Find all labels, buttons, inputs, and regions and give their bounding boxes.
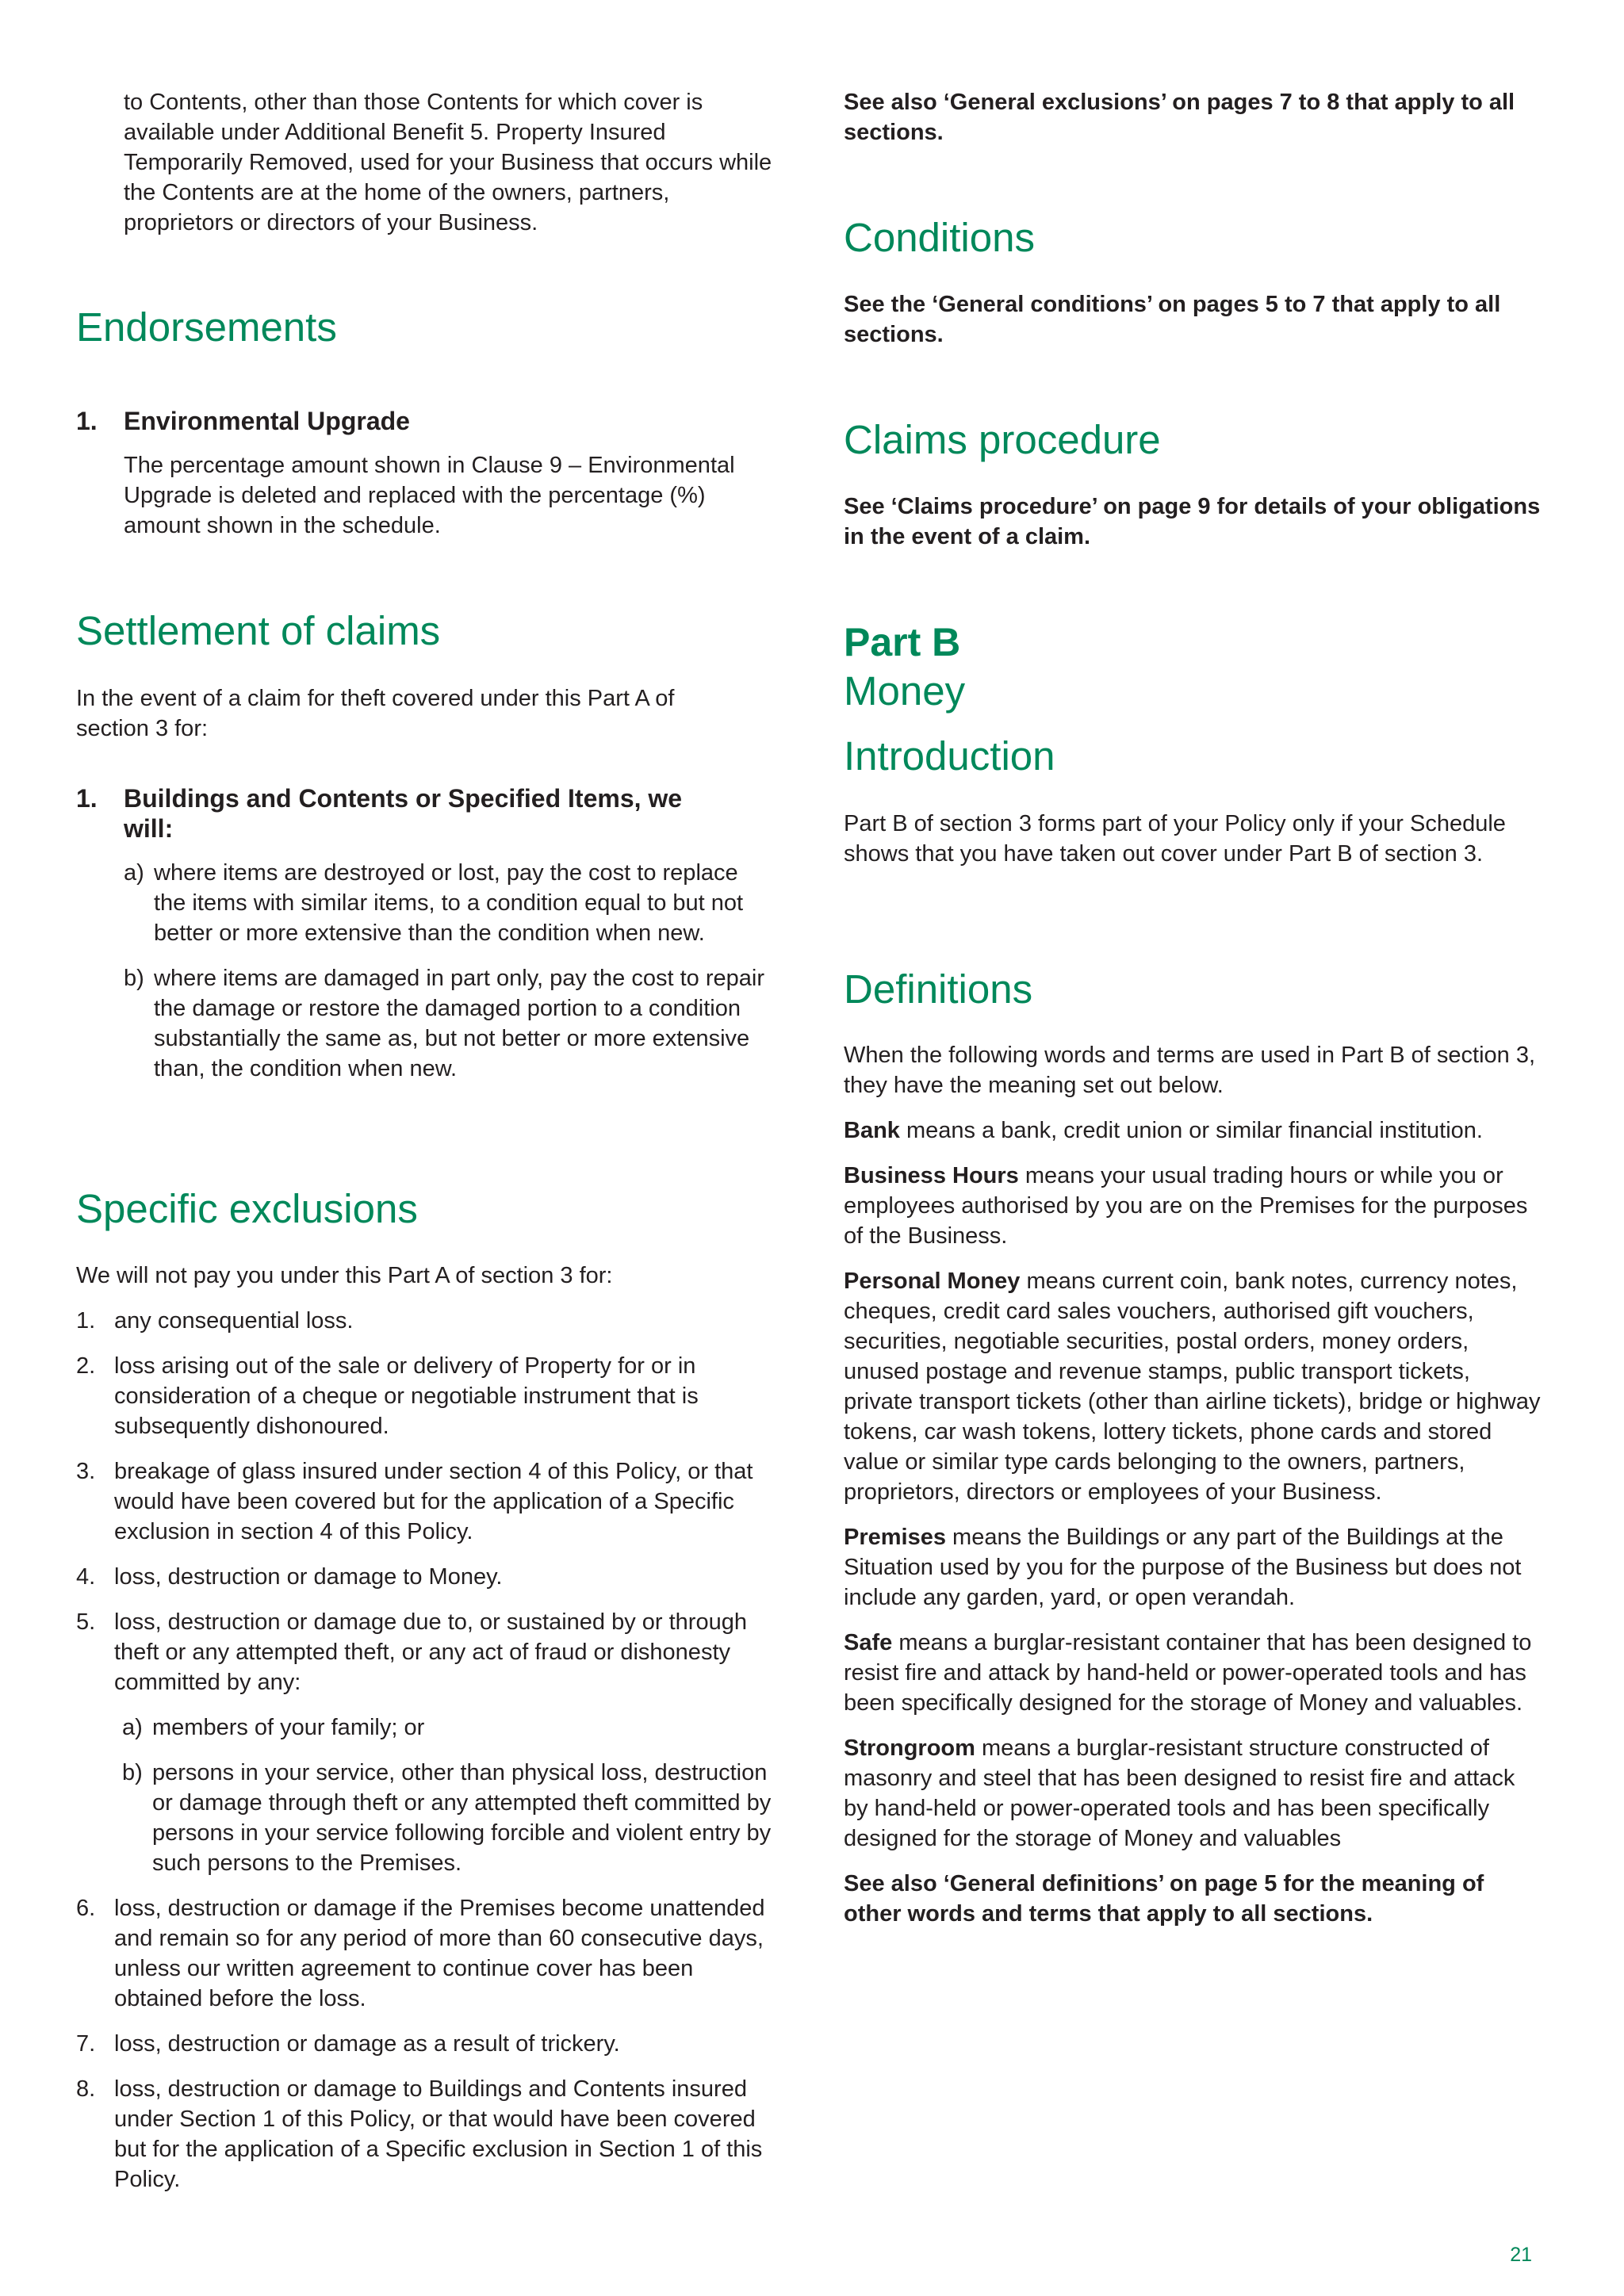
definitions-heading: Definitions	[844, 966, 1033, 1012]
definition-strongroom: Strongroom means a burglar-resistant structure constructed of masonry and steel that has been designed to resist fire and attack by hand-held or power-operated tools and has been specifically designed for the storage of Money and valuables	[844, 1735, 1515, 1851]
endorsements-heading: Endorsements	[76, 304, 337, 350]
list-item: 8. loss, destruction or damage to Buildings and Contents insured under Section 1 of this Policy, or that would have been covered but for the application of a Specific exclusion in Section 1 of this Policy.	[76, 2076, 763, 2192]
list-item: b) where items are damaged in part only, pay the cost to repair the damage or restore the damaged portion to a condition substantially the same as, but not better or more extensive than, the condition when new.	[124, 966, 764, 1081]
list-item: 1. any consequential loss.	[76, 1308, 354, 1334]
endorsement-item	[76, 406, 774, 541]
claims-block	[844, 492, 1542, 552]
settlement-item	[76, 783, 774, 1084]
introduction-block	[844, 809, 1542, 869]
exclusions-heading: Specific exclusions	[76, 1186, 418, 1231]
claims-heading: Claims procedure	[844, 417, 1161, 462]
settlement-number: 1.	[76, 784, 98, 813]
definition-safe: Safe means a burglar-resistant container that has been designed to resist fire and attack by hand-held or power-operated tools and has been specifically designed for the storage of Money and valuables.	[844, 1630, 1532, 1716]
definition-bank: Bank means a bank, credit union or similar financial institution.	[844, 1118, 1483, 1143]
conditions-heading: Conditions	[844, 215, 1035, 260]
list-item: a) where items are destroyed or lost, pay the cost to replace the items with similar items, to a condition equal to but not better or more extensive than the condition when new.	[124, 860, 744, 946]
settlement-intro-block	[76, 683, 679, 744]
introduction-text: Part B of section 3 forms part of your Policy only if your Schedule shows that you have taken out cover under Part B of section 3.	[844, 811, 1506, 867]
list-item: 6. loss, destruction or damage if the Premises become unattended and remain so for any period of more than 60 consecutive days, unless our written agreement to continue cover has been obtained before the loss.	[76, 1896, 765, 2011]
intro-paragraph: to Contents, other than those Contents for which cover is available under Additional Benefit 5. Property Insured Temporarily Removed, used for your Business that occurs while the Contents are at the home of the owners, partners, proprietors or directors of your Business.	[124, 90, 772, 235]
endorsement-title: Environmental Upgrade	[124, 407, 410, 435]
intro-paragraph-block	[124, 87, 774, 238]
page-number: 21	[1510, 2244, 1532, 2266]
list-item: b) persons in your service, other than physical loss, destruction or damage through theft or any attempted theft committed by persons in your service following forcible and violent entry by such persons to the Premises.	[122, 1760, 772, 1876]
exclusions-list	[76, 1306, 774, 2195]
definitions-block	[844, 1040, 1542, 1929]
list-item: 4. loss, destruction or damage to Money.	[76, 1564, 503, 1590]
conditions-block	[844, 289, 1542, 350]
definition-personal-money: Personal Money means current coin, bank notes, currency notes, cheques, credit card sales vouchers, authorised gift vouchers, securities, negotiable securities, postal orders, money orders, unused postage and revenue stamps, public transport tickets, private transport tickets (other than airline tickets), bridge or highway tokens, car wash tokens, lottery tickets, phone cards and stored value or similar type cards belonging to the owners, partners, proprietors, directors or employees of your Business.	[844, 1269, 1541, 1505]
settlement-intro: In the event of a claim for theft covered under this Part A of section 3 for:	[76, 686, 675, 741]
settlement-subitems	[124, 858, 774, 1084]
settlement-title: Buildings and Contents or Specified Items, we will:	[124, 784, 683, 843]
list-item: 7. loss, destruction or damage as a result of trickery.	[76, 2031, 620, 2057]
list-item: a) members of your family; or	[122, 1715, 425, 1740]
endorsement-number: 1.	[76, 407, 98, 435]
list-item: 2. loss arising out of the sale or delivery of Property for or in consideration of a cheque or negotiable instrument that is subsequently dishonoured.	[76, 1353, 699, 1439]
exclusions-intro: We will not pay you under this Part A of section 3 for:	[76, 1263, 613, 1288]
see-also-exclusions-block	[844, 87, 1542, 147]
part-b-label: Part B	[844, 620, 961, 664]
definition-premises: Premises means the Buildings or any part of the Buildings at the Situation used by you for the purpose of the Business but does not include any garden, yard, or open verandah.	[844, 1525, 1522, 1610]
endorsement-body: The percentage amount shown in Clause 9 – Environmental Upgrade is deleted and replaced with the percentage (%) amount shown in the schedule.	[124, 453, 735, 538]
definitions-intro: When the following words and terms are used in Part B of section 3, they have the meaning set out below.	[844, 1043, 1536, 1098]
list-item: 3. breakage of glass insured under section 4 of this Policy, or that would have been covered but for the application of a Specific exclusion in section 4 of this Policy.	[76, 1459, 753, 1544]
see-also-exclusions: See also ‘General exclusions’ on pages 7 to 8 that apply to all sections.	[844, 90, 1515, 145]
see-also-definitions: See also ‘General definitions’ on page 5 for the meaning of other words and terms that apply to all sections.	[844, 1871, 1484, 1927]
list-item: 5. loss, destruction or damage due to, or sustained by or through theft or any attempted theft, or any act of fraud or dishonesty committed by any: a) members of your family; or b) persons in your service, other than physical loss, destruction or damage through theft or any attempted theft committed by persons in your service following forcible and violent entry by such persons to the Premises.	[76, 1607, 774, 1878]
conditions-text: See the ‘General conditions’ on pages 5 to 7 that apply to all sections.	[844, 292, 1501, 347]
introduction-heading: Introduction	[844, 733, 1055, 779]
exclusion-5-subitems	[122, 1712, 774, 1878]
definition-business-hours: Business Hours means your usual trading hours or while you or employees authorised by you are on the Premises for the purposes of the Business.	[844, 1163, 1528, 1249]
claims-text: See ‘Claims procedure’ on page 9 for details of your obligations in the event of a claim.	[844, 494, 1541, 549]
part-b-title: Money	[844, 668, 966, 714]
settlement-heading: Settlement of claims	[76, 608, 441, 653]
exclusions-block	[76, 1261, 774, 2195]
